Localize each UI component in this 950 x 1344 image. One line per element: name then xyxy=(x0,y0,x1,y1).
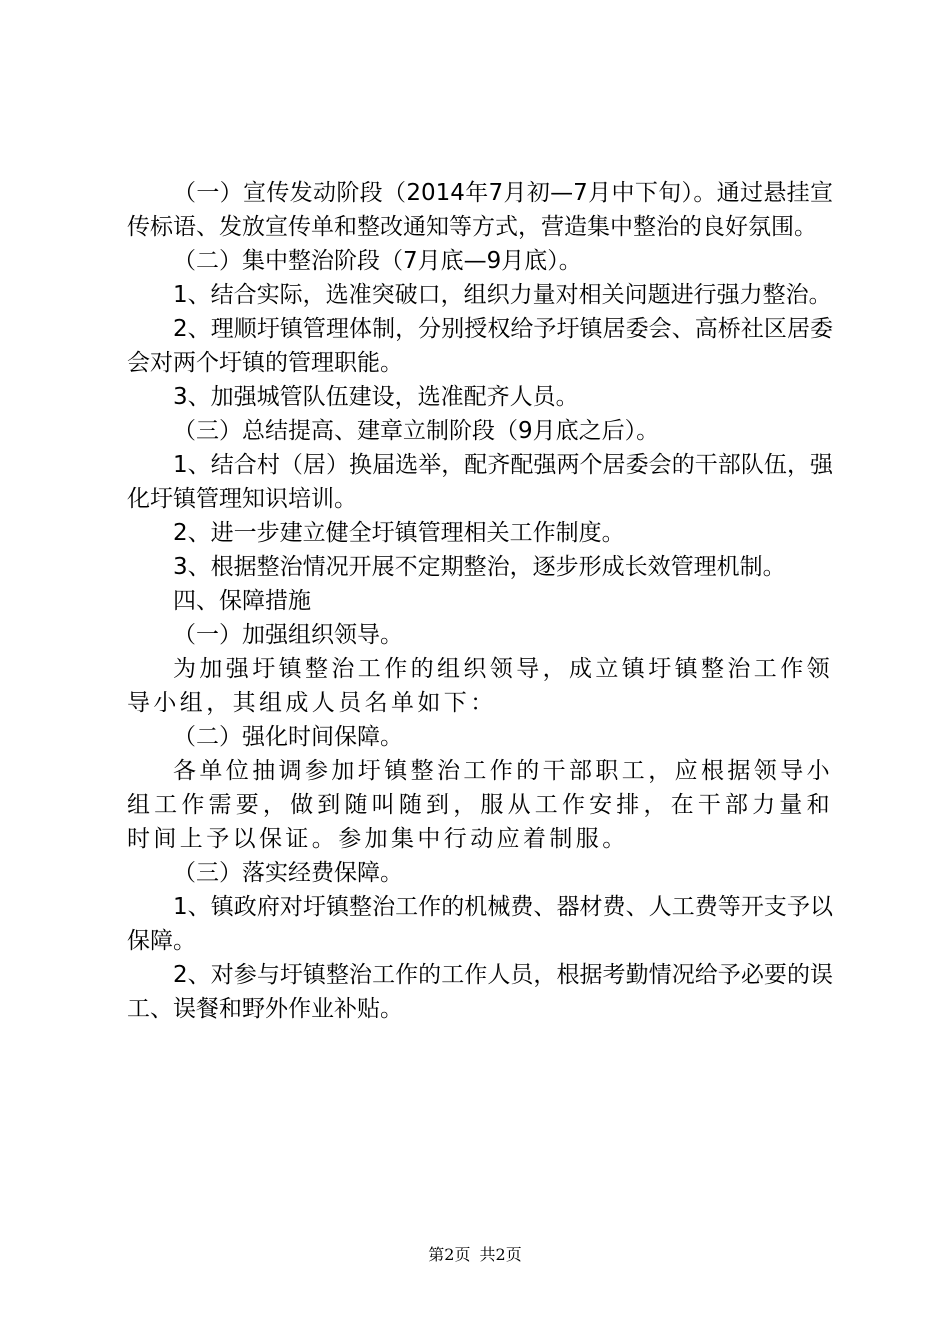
paragraph-rectification-stage: （二）集中整治阶段（7月底—9月底）。 xyxy=(173,248,582,274)
paragraph-item: 1、结合实际，选准突破口，组织力量对相关问题进行强力整治。 xyxy=(173,282,832,308)
paragraph-leadership: 为加强圩镇整治工作的组织领导，成立镇圩镇整治工作领导小组，其组成人员名单如下： xyxy=(127,656,833,716)
page-number: 第2页 xyxy=(428,1245,471,1264)
paragraph-summary-stage: （三）总结提高、建章立制阶段（9月底之后）。 xyxy=(173,418,660,444)
paragraph-time: 各单位抽调参加圩镇整治工作的干部职工，应根据领导小组工作需要，做到随叫随到，服从工作安排，在干部力量和时间上予以保证。参加集中行动应着制服。 xyxy=(127,758,833,852)
subheading-time: （二）强化时间保障。 xyxy=(173,724,403,750)
paragraph-item: 3、根据整治情况开展不定期整治，逐步形成长效管理机制。 xyxy=(173,554,786,580)
subheading-leadership: （一）加强组织领导。 xyxy=(173,622,403,648)
paragraph-item: 1、镇政府对圩镇整治工作的机械费、器材费、人工费等开支予以保障。 xyxy=(127,894,833,954)
section-heading-safeguards: 四、保障措施 xyxy=(173,588,311,614)
paragraph-publicity-stage: （一）宣传发动阶段（2014年7月初—7月中下旬）。通过悬挂宣传标语、发放宣传单和整改通知等方式，营造集中整治的良好氛围。 xyxy=(127,180,833,240)
page-footer xyxy=(0,1242,950,1265)
document-body xyxy=(127,176,833,1026)
paragraph-item: 2、理顺圩镇管理体制，分别授权给予圩镇居委会、高桥社区居委会对两个圩镇的管理职能。 xyxy=(127,316,833,376)
page-total: 共2页 xyxy=(479,1245,522,1264)
paragraph-item: 2、对参与圩镇整治工作的工作人员，根据考勤情况给予必要的误工、误餐和野外作业补贴。 xyxy=(127,962,833,1022)
paragraph-item: 2、进一步建立健全圩镇管理相关工作制度。 xyxy=(173,520,625,546)
paragraph-item: 1、结合村（居）换届选举，配齐配强两个居委会的干部队伍，强化圩镇管理知识培训。 xyxy=(127,452,833,512)
paragraph-item: 3、加强城管队伍建设，选准配齐人员。 xyxy=(173,384,579,410)
subheading-funding: （三）落实经费保障。 xyxy=(173,860,403,886)
